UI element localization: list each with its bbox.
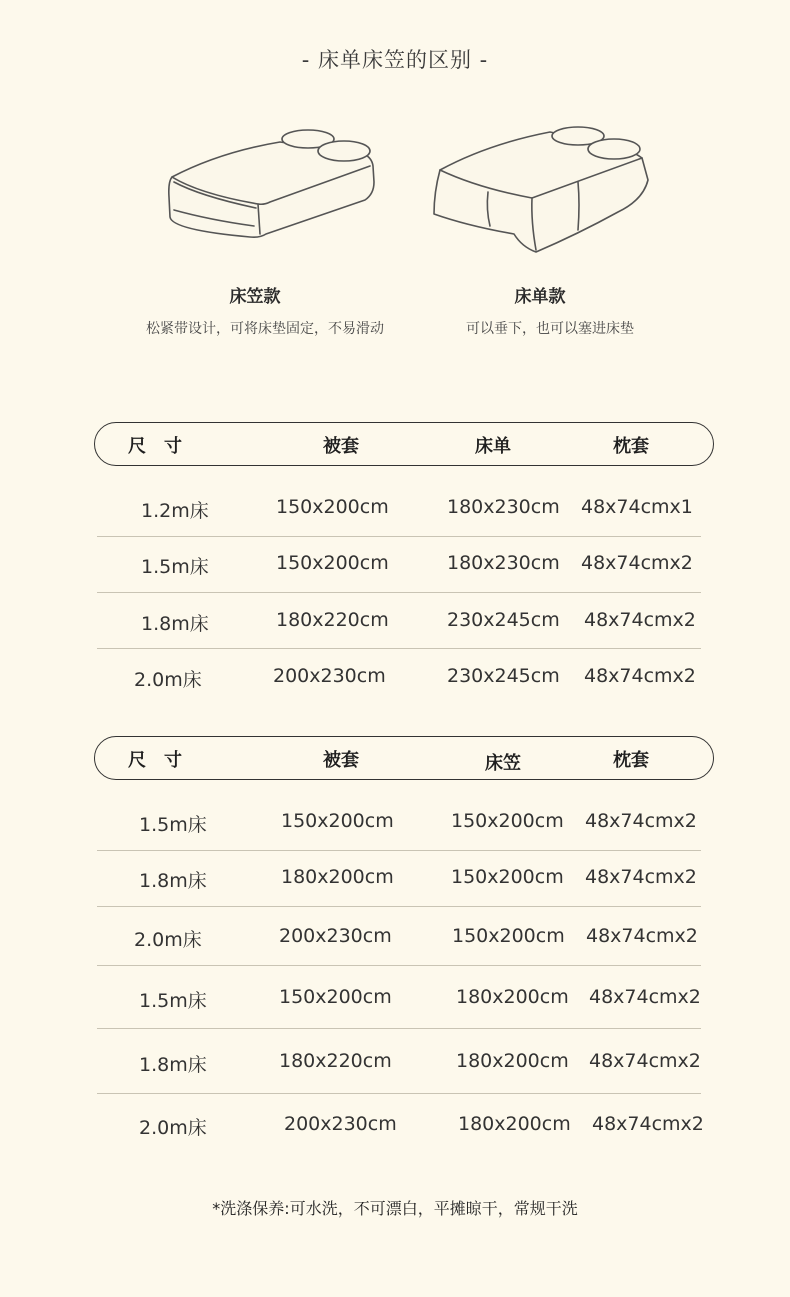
cell-size: 2.0m床 <box>139 1117 207 1139</box>
table2-header-fitted-sheet: 床笠 <box>485 753 521 774</box>
fitted-sheet-title: 床笠款 <box>229 287 281 307</box>
row-divider <box>97 965 701 966</box>
table2-header-duvet: 被套 <box>323 750 359 771</box>
fitted-sheet-description: 松紧带设计，可将床垫固定，不易滑动 <box>146 321 384 337</box>
row-divider <box>97 592 701 593</box>
cell-size: 1.5m床 <box>139 990 207 1012</box>
table1-header-duvet: 被套 <box>323 436 359 457</box>
cell-pillowcase: 48x74cmx2 <box>589 1050 701 1072</box>
cell-duvet: 180x220cm <box>276 609 389 631</box>
table-row <box>0 1105 790 1145</box>
page-title: - 床单床笠的区别 - <box>301 48 489 72</box>
cell-pillowcase: 48x74cmx2 <box>585 866 697 888</box>
cell-pillowcase: 48x74cmx2 <box>585 810 697 832</box>
flat-sheet-title: 床单款 <box>514 287 566 307</box>
fitted-sheet-illustration <box>160 122 390 252</box>
cell-pillowcase: 48x74cmx2 <box>581 552 693 574</box>
table1-header-sheet: 床单 <box>475 436 511 457</box>
cell-size: 1.8m床 <box>139 1054 207 1076</box>
cell-pillowcase: 48x74cmx2 <box>586 925 698 947</box>
cell-pillowcase: 48x74cmx2 <box>592 1113 704 1135</box>
row-divider <box>97 536 701 537</box>
row-divider <box>97 1028 701 1029</box>
care-instructions: *洗涤保养:可水洗，不可漂白，平摊晾干，常规干洗 <box>212 1199 578 1218</box>
table-row <box>0 978 790 1018</box>
cell-sheet: 230x245cm <box>447 609 560 631</box>
cell-pillowcase: 48x74cmx2 <box>589 986 701 1008</box>
cell-sheet: 230x245cm <box>447 665 560 687</box>
cell-pillowcase: 48x74cmx2 <box>584 665 696 687</box>
table-row <box>0 657 790 697</box>
cell-fitted-sheet: 150x200cm <box>452 925 565 947</box>
cell-pillowcase: 48x74cmx1 <box>581 496 693 518</box>
row-divider <box>97 906 701 907</box>
table-row <box>0 917 790 957</box>
row-divider <box>97 1093 701 1094</box>
table1-header-pillowcase: 枕套 <box>613 436 649 457</box>
cell-duvet: 180x200cm <box>281 866 394 888</box>
flat-sheet-illustration <box>428 122 660 257</box>
table-row <box>0 488 790 528</box>
row-divider <box>97 850 701 851</box>
table-row <box>0 601 790 641</box>
cell-fitted-sheet: 180x200cm <box>456 1050 569 1072</box>
table-row <box>0 802 790 842</box>
table1-header-size: 尺 寸 <box>128 436 182 457</box>
table2-header-size: 尺 寸 <box>128 750 182 771</box>
cell-fitted-sheet: 150x200cm <box>451 810 564 832</box>
cell-fitted-sheet: 150x200cm <box>451 866 564 888</box>
cell-size: 1.8m床 <box>141 613 209 635</box>
cell-pillowcase: 48x74cmx2 <box>584 609 696 631</box>
table1-header <box>94 422 714 466</box>
cell-size: 1.2m床 <box>141 500 209 522</box>
table2-header-pillowcase: 枕套 <box>613 750 649 771</box>
cell-duvet: 150x200cm <box>279 986 392 1008</box>
cell-sheet: 180x230cm <box>447 496 560 518</box>
cell-size: 2.0m床 <box>134 669 202 691</box>
table-row <box>0 1042 790 1082</box>
cell-duvet: 200x230cm <box>279 925 392 947</box>
cell-duvet: 200x230cm <box>284 1113 397 1135</box>
cell-size: 2.0m床 <box>134 929 202 951</box>
cell-duvet: 150x200cm <box>276 552 389 574</box>
cell-duvet: 180x220cm <box>279 1050 392 1072</box>
cell-duvet: 150x200cm <box>276 496 389 518</box>
cell-sheet: 180x230cm <box>447 552 560 574</box>
cell-size: 1.5m床 <box>139 814 207 836</box>
flat-sheet-description: 可以垂下，也可以塞进床垫 <box>466 321 634 337</box>
cell-fitted-sheet: 180x200cm <box>458 1113 571 1135</box>
row-divider <box>97 648 701 649</box>
cell-size: 1.5m床 <box>141 556 209 578</box>
cell-duvet: 200x230cm <box>273 665 386 687</box>
cell-size: 1.8m床 <box>139 870 207 892</box>
cell-duvet: 150x200cm <box>281 810 394 832</box>
table-row <box>0 858 790 898</box>
table2-header <box>94 736 714 780</box>
table-row <box>0 544 790 584</box>
cell-fitted-sheet: 180x200cm <box>456 986 569 1008</box>
